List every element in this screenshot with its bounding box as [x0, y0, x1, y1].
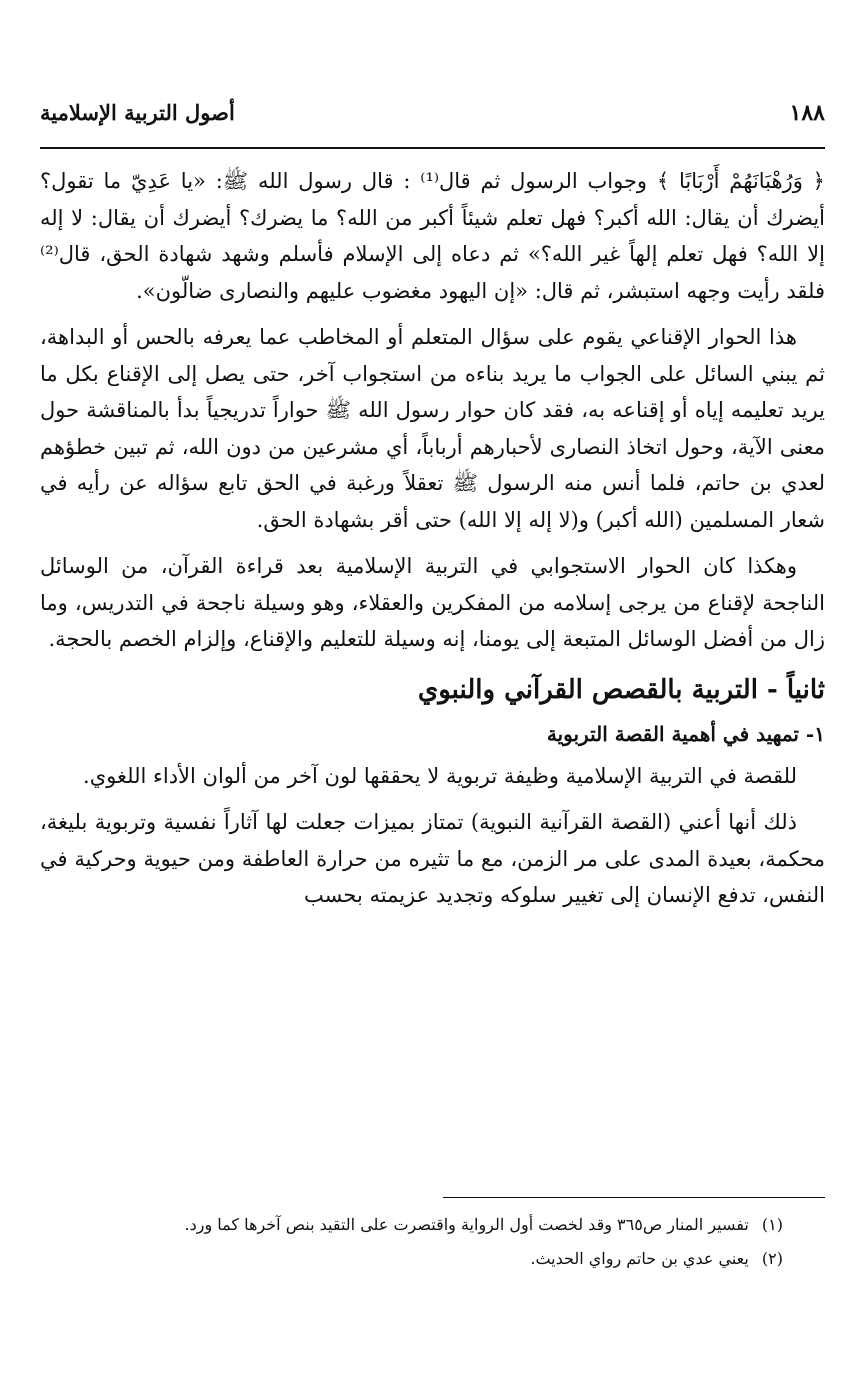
paragraph-hadith: ﴿ وَرُهْبَانَهُمْ أَرْبَابًا ﴾ وجواب الرسول ثم قال⁽¹⁾ : قال رسول الله ﷺ: «يا عَدِيّ ما تقول؟ أيضرك أن يقال: الله أكبر؟ فهل تعلم شيئاً أكبر من الله؟ ما يضرك؟ أيضرك أن يقال: لا إله إلا الله؟ فهل تعلم إلهاً غير الله؟» ثم دعاه إلى الإسلام فأسلم وشهد شهادة الحق، قال⁽²⁾ فلقد رأيت وجهه استبشر، ثم قال: «إن اليهود مغضوب عليهم والنصارى ضالّون».	[40, 169, 825, 303]
sub-heading: ١- تمهيد في أهمية القصة التربوية	[546, 721, 825, 746]
footnote-1	[40, 1208, 783, 1242]
footnote-number: (٢)	[761, 1249, 783, 1268]
footnotes	[40, 1208, 783, 1276]
main-text	[40, 163, 825, 924]
page-header	[40, 96, 825, 136]
section-heading: ثانياً - التربية بالقصص القرآني والنبوي	[417, 674, 825, 705]
paragraph-story-features: ذلك أنها أعني (القصة القرآنية النبوية) تمتاز بميزات جعلت لها آثاراً نفسية وتربوية بليغة، محكمة، بعيدة المدى على مر الزمن، مع ما تثيره من حرارة العاطفة ومن حيوية وحركية في النفس، تدفع الإنسان إلى تغيير سلوكه وتجديد عزيمته بحسب	[40, 810, 825, 907]
footnote-divider	[443, 1197, 825, 1198]
footnote-2	[40, 1242, 783, 1276]
footnote-number: (١)	[761, 1215, 783, 1234]
paragraph-persuasive-dialogue: هذا الحوار الإقناعي يقوم على سؤال المتعلم أو المخاطب عما يعرفه بالحس أو البداهة، ثم يبني السائل على الجواب ما يريد بناءه من استجواب آخر، حتى يصل إلى الإقناع بكل ما يريد تعليمه إياه أو إقناعه به، فقد كان حوار رسول الله ﷺ حواراً تدريجياً بدأ بالمناقشة حول معنى الآية، وحول اتخاذ النصارى لأحبارهم أرباباً، أي مشرعين من دون الله، ثم تبين خطؤهم لعدي بن حاتم، فلما أنس منه الرسول ﷺ تعقلاً ورغبة في الحق تابع سؤاله عن رأيه في شعار المسلمين (الله أكبر) و(لا إله إلا الله) حتى أقر بشهادة الحق.	[40, 325, 825, 532]
paragraph-interrogative-dialogue: وهكذا كان الحوار الاستجوابي في التربية الإسلامية بعد قراءة القرآن، من الوسائل الناجحة لإقناع من يرجى إسلامه من المفكرين والعقلاء، وهو وسيلة ناجحة في التدريس، وما زال من أفضل الوسائل المتبعة إلى يومنا، إنه وسيلة للتعليم والإقناع، وإلزام الخصم بالحجة.	[40, 554, 825, 651]
paragraph-story-function: للقصة في التربية الإسلامية وظيفة تربوية لا يحققها لون آخر من ألوان الأداء اللغوي.	[83, 763, 797, 788]
page-number: ١٨٨	[789, 100, 825, 126]
footnote-text: يعني عدي بن حاتم رواي الحديث.	[530, 1249, 749, 1268]
header-divider	[40, 147, 825, 149]
running-title: أصول التربية الإسلامية	[40, 100, 235, 125]
footnote-text: تفسير المنار ص٣٦٥ وقد لخصت أول الرواية واقتصرت على التقيد بنص آخرها كما ورد.	[184, 1215, 749, 1234]
